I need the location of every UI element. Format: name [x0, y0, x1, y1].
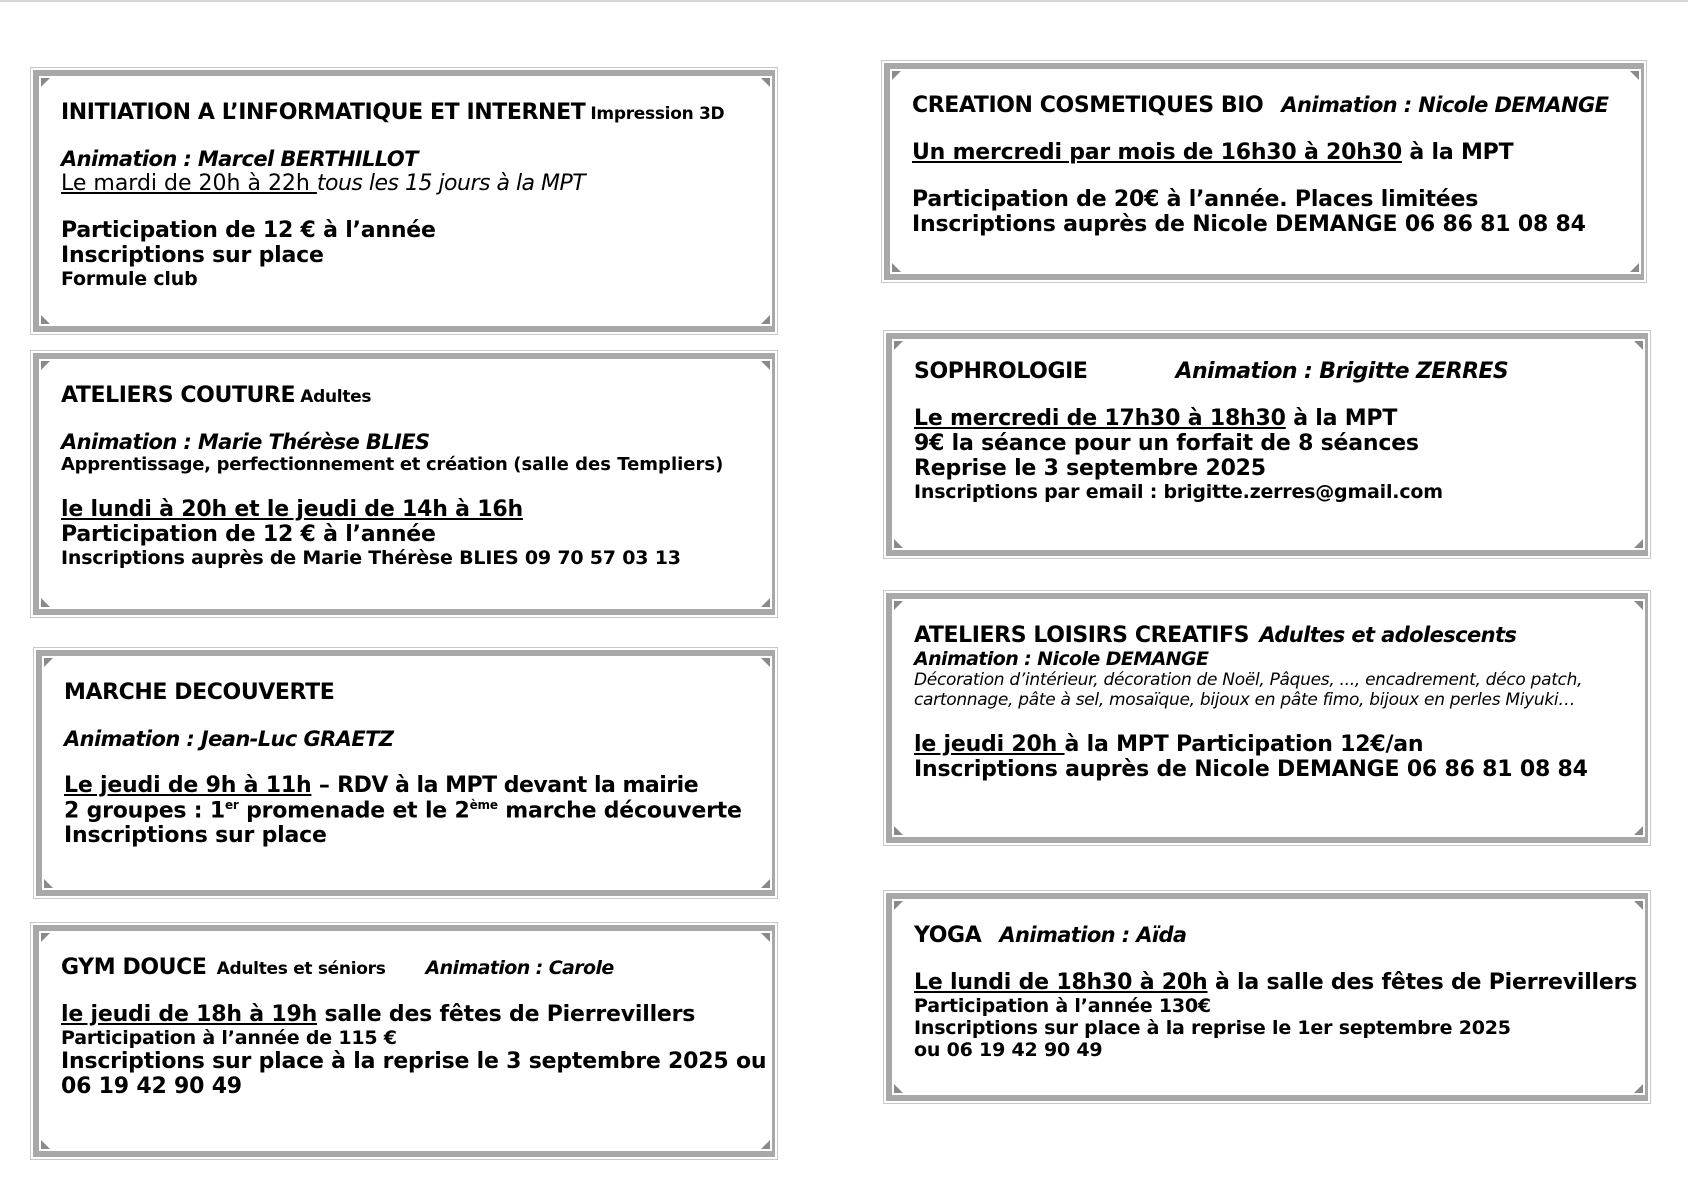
card-schedule: Le jeudi de 9h à 11h – RDV à la MPT devant la mairie: [64, 773, 699, 798]
card-phone: ou 06 19 42 90 49: [914, 1039, 1103, 1061]
corner-ornament: [1630, 71, 1639, 80]
card-participation: Participation de 12 € à l’année: [61, 522, 436, 547]
activity-card-loisirs: [886, 593, 1648, 843]
corner-ornament: [41, 1140, 50, 1149]
activity-card-informatique: [33, 70, 775, 332]
card-title: MARCHE DECOUVERTE: [64, 680, 335, 705]
card-schedule: Le lundi de 18h30 à 20h à la salle des fêtes de Pierrevillers: [914, 970, 1638, 995]
card-participation: Participation de 20€ à l’année. Places limitées: [912, 187, 1479, 212]
card-animator: Animation : Marcel BERTHILLOT: [61, 147, 418, 171]
card-note: Formule club: [61, 268, 198, 290]
activity-card-sophrologie: [886, 333, 1648, 556]
card-inscriptions: Inscriptions sur place: [64, 823, 327, 849]
activity-card-marche: [36, 650, 775, 896]
card-schedule: Un mercredi par mois de 16h30 à 20h30 à la MPT: [912, 140, 1514, 165]
card-schedule: le lundi à 20h et le jeudi de 14h à 16h: [61, 497, 523, 522]
card-description: cartonnage, pâte à sel, mosaïque, bijoux en pâte fimo, bijoux en perles Miyuki…: [914, 690, 1576, 710]
card-inscriptions: Inscriptions sur place à la reprise le 3 septembre 2025 ou: [61, 1049, 767, 1074]
card-title: INITIATION A L’INFORMATIQUE ET INTERNET Impression 3D: [61, 100, 725, 125]
card-description: Apprentissage, perfectionnement et création (salle des Templiers): [61, 454, 724, 475]
card-participation: Participation de 12 € à l’année: [61, 218, 436, 243]
card-participation: Participation à l’année de 115 €: [61, 1027, 397, 1049]
activity-card-gym: [33, 925, 775, 1157]
corner-ornament: [41, 315, 50, 324]
activity-card-cosmetiques: [884, 63, 1644, 280]
activity-card-yoga: [886, 893, 1648, 1101]
card-title: CREATION COSMETIQUES BIO Animation : Nicole DEMANGE: [912, 93, 1609, 118]
card-inscriptions: Inscriptions auprès de Nicole DEMANGE 06 86 81 08 84: [914, 757, 1588, 782]
card-title: ATELIERS COUTURE Adultes: [61, 383, 372, 408]
card-title: YOGA Animation : Aïda: [914, 923, 1187, 948]
corner-ornament: [44, 879, 53, 888]
card-schedule: Le mercredi de 17h30 à 18h30 à la MPT: [914, 406, 1398, 431]
card-title: SOPHROLOGIE Animation : Brigitte ZERRES: [914, 359, 1509, 384]
corner-ornament: [761, 78, 770, 87]
corner-ornament: [894, 826, 903, 835]
corner-ornament: [1634, 601, 1643, 610]
activity-card-couture: [33, 353, 775, 615]
card-price: 9€ la séance pour un forfait de 8 séances: [914, 431, 1419, 456]
corner-ornament: [1634, 901, 1643, 910]
corner-ornament: [41, 598, 50, 607]
card-inscriptions: Inscriptions auprès de Marie Thérèse BLIES 09 70 57 03 13: [61, 547, 681, 569]
card-reprise: Reprise le 3 septembre 2025: [914, 456, 1266, 481]
corner-ornament: [892, 263, 901, 272]
card-groups: 2 groupes : 1er promenade et le 2ème marche découverte: [64, 798, 742, 824]
corner-ornament: [761, 933, 770, 942]
card-animator: Animation : Nicole DEMANGE: [914, 648, 1209, 670]
card-inscriptions: Inscriptions sur place à la reprise le 1er septembre 2025: [914, 1017, 1511, 1039]
card-schedule: Le mardi de 20h à 22h tous les 15 jours à la MPT: [61, 171, 586, 196]
card-title: GYM DOUCE Adultes et séniors Animation : Carole: [61, 955, 614, 980]
top-divider: [0, 0, 1688, 2]
card-participation: Participation à l’année 130€: [914, 995, 1211, 1017]
corner-ornament: [761, 658, 770, 667]
corner-ornament: [894, 1084, 903, 1093]
card-inscriptions: Inscriptions sur place: [61, 243, 324, 268]
corner-ornament: [894, 539, 903, 548]
card-title: ATELIERS LOISIRS CREATIFS Adultes et adolescents: [914, 623, 1517, 648]
corner-ornament: [761, 361, 770, 370]
card-schedule: le jeudi de 18h à 19h salle des fêtes de Pierrevillers: [61, 1002, 696, 1027]
card-animator: Animation : Marie Thérèse BLIES: [61, 430, 430, 454]
card-description: Décoration d’intérieur, décoration de Noël, Pâques, ..., encadrement, déco patch,: [914, 670, 1583, 690]
card-inscriptions: Inscriptions par email : brigitte.zerres@gmail.com: [914, 481, 1443, 503]
corner-ornament: [1634, 341, 1643, 350]
card-inscriptions: Inscriptions auprès de Nicole DEMANGE 06 86 81 08 84: [912, 212, 1586, 237]
card-animator: Animation : Jean-Luc GRAETZ: [64, 727, 394, 751]
card-schedule: le jeudi 20h à la MPT Participation 12€/an: [914, 732, 1424, 757]
card-phone: 06 19 42 90 49: [61, 1074, 242, 1099]
